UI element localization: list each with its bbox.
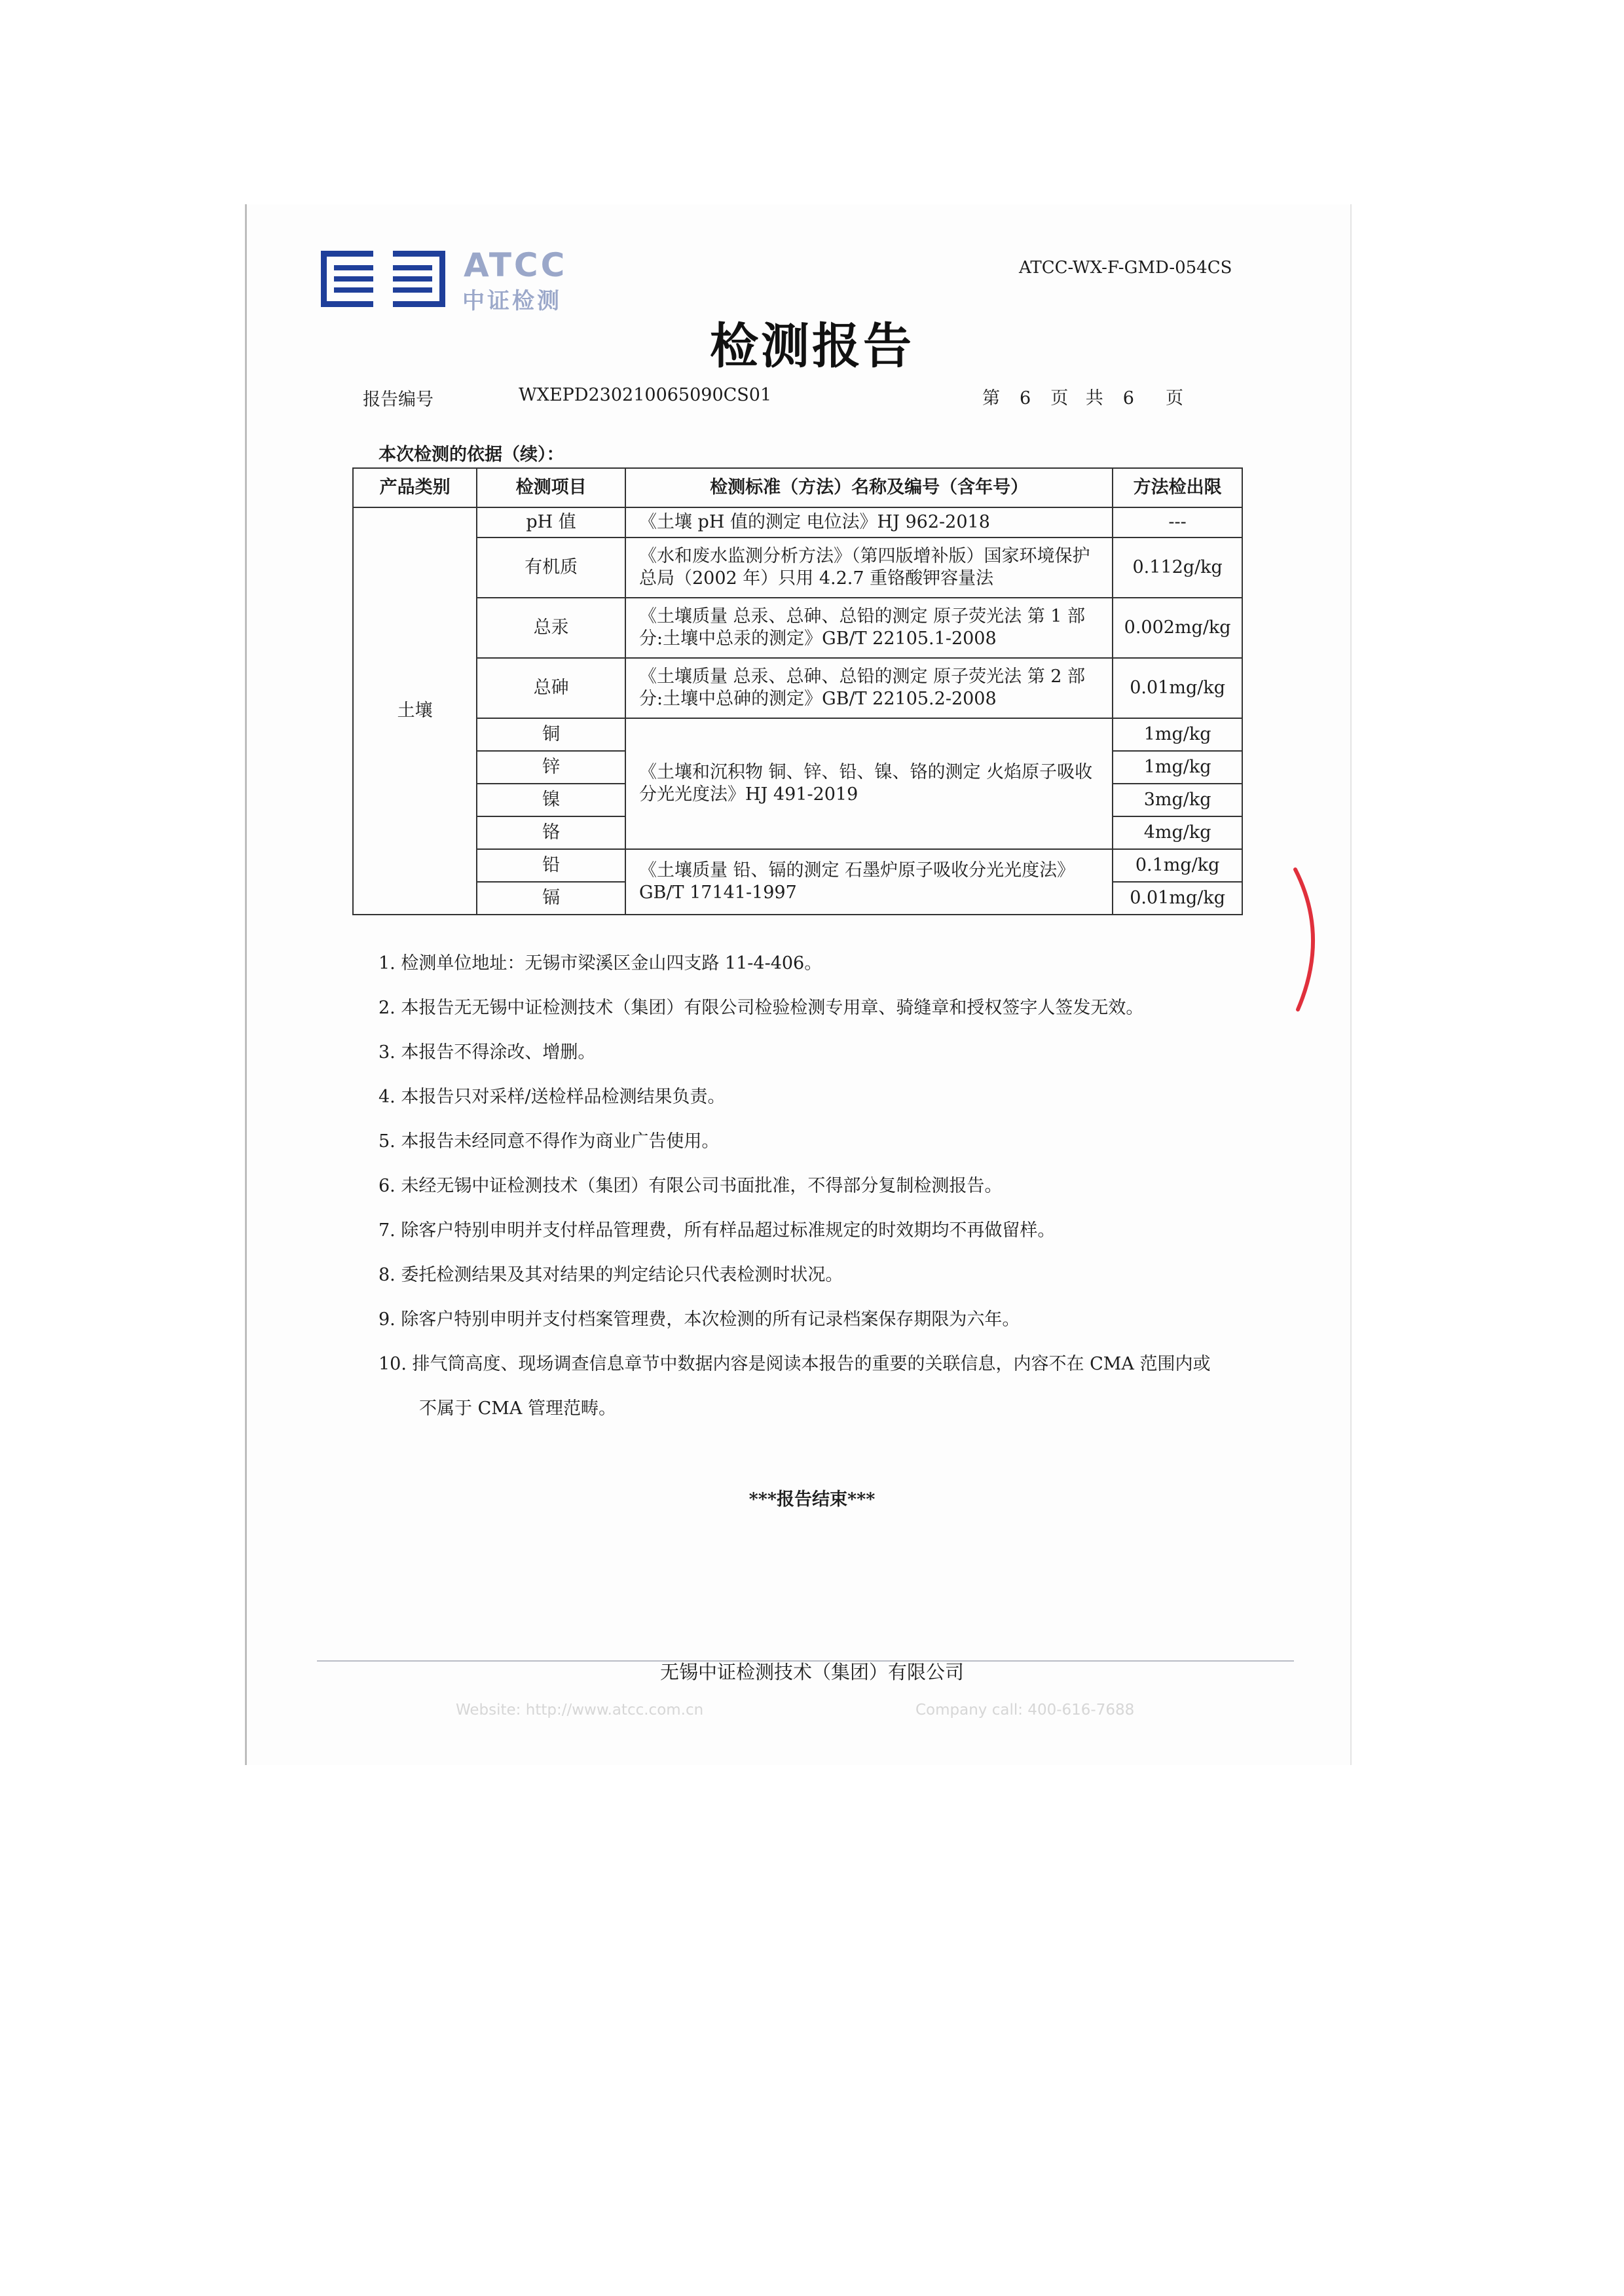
item-cell: 铜	[477, 718, 625, 751]
note-item: 1. 检测单位地址：无锡市梁溪区金山四支路 11-4-406。	[378, 953, 822, 974]
note-item: 2. 本报告无无锡中证检测技术（集团）有限公司检验检测专用章、骑缝章和授权签字人签发无效。	[378, 998, 1144, 1018]
logo-text-cn: 中证检测	[462, 288, 562, 314]
item-cell: 铬	[477, 816, 625, 849]
note-item: 9. 除客户特别申明并支付档案管理费，本次检测的所有记录档案保存期限为六年。	[378, 1309, 1020, 1330]
note-item: 10. 排气筒高度、现场调查信息章节中数据内容是阅读本报告的重要的关联信息，内容不在 CMA 范围内或	[378, 1354, 1211, 1374]
item-cell: 有机质	[477, 538, 625, 598]
product-category-cell: 土壤	[353, 507, 477, 915]
standard-cell-pb-cd: 《土壤质量 铅、镉的测定 石墨炉原子吸收分光光度法》GB/T 17141-1997	[625, 849, 1113, 915]
footer-phone: Company call: 400-616-7688	[915, 1702, 1135, 1719]
limit-cell: 0.112g/kg	[1113, 538, 1242, 598]
table-row	[353, 658, 1242, 718]
limit-cell: 0.1mg/kg	[1113, 849, 1242, 882]
page-indicator	[982, 384, 1183, 409]
item-cell: 镉	[477, 882, 625, 915]
basis-title: 本次检测的依据（续）：	[378, 445, 564, 465]
limit-cell: 0.002mg/kg	[1113, 598, 1242, 658]
limit-cell: 1mg/kg	[1113, 718, 1242, 751]
standard-cell: 《水和废水监测分析方法》（第四版增补版）国家环境保护总局（2002 年）只用 4.2.7 重铬酸钾容量法	[625, 538, 1113, 598]
note-item: 4. 本报告只对采样/送检样品检测结果负责。	[378, 1087, 726, 1107]
limit-cell: 1mg/kg	[1113, 751, 1242, 784]
scan-edge-right	[1350, 204, 1352, 1765]
footer-company: 无锡中证检测技术（集团）有限公司	[659, 1661, 964, 1683]
report-number: WXEPD230210065090CS01	[519, 385, 772, 405]
item-cell: 镍	[477, 784, 625, 816]
standard-cell-metals: 《土壤和沉积物 铜、锌、铅、镍、铬的测定 火焰原子吸收分光光度法》HJ 491-2019	[625, 718, 1113, 849]
table-row	[353, 538, 1242, 598]
limit-cell: 3mg/kg	[1113, 784, 1242, 816]
item-cell: 铅	[477, 849, 625, 882]
standard-cell: 《土壤质量 总汞、总砷、总铅的测定 原子荧光法 第 1 部分:土壤中总汞的测定》GB/T 22105.1-2008	[625, 598, 1113, 658]
header-item: 检测项目	[477, 468, 625, 507]
header-limit: 方法检出限	[1113, 468, 1242, 507]
footer-website: Website: http://www.atcc.com.cn	[456, 1702, 704, 1719]
seal-stamp-icon	[1264, 864, 1323, 1015]
table-row	[353, 507, 1242, 538]
page-mid: 页 共	[1050, 388, 1103, 409]
table-row	[353, 849, 1242, 882]
note-continuation: 不属于 CMA 管理范畴。	[419, 1398, 616, 1419]
standard-cell: 《土壤质量 总汞、总砷、总铅的测定 原子荧光法 第 2 部分:土壤中总砷的测定》GB/T 22105.2-2008	[625, 658, 1113, 718]
header-category: 产品类别	[353, 468, 477, 507]
note-item: 6. 未经无锡中证检测技术（集团）有限公司书面批准，不得部分复制检测报告。	[378, 1176, 1003, 1196]
page-prefix: 第	[982, 388, 1000, 409]
standard-cell: 《土壤 pH 值的测定 电位法》HJ 962-2018	[625, 507, 1113, 538]
report-end-mark: ***报告结束***	[748, 1489, 876, 1510]
form-code: ATCC-WX-F-GMD-054CS	[1019, 258, 1232, 278]
header-standard: 检测标准（方法）名称及编号（含年号）	[625, 468, 1113, 507]
test-basis-table	[352, 467, 1243, 915]
scan-edge-left	[245, 204, 247, 1765]
table-row	[353, 718, 1242, 751]
note-item: 5. 本报告未经同意不得作为商业广告使用。	[378, 1131, 720, 1152]
limit-cell: 0.01mg/kg	[1113, 658, 1242, 718]
page-total: 6	[1122, 388, 1134, 409]
item-cell: 锌	[477, 751, 625, 784]
item-cell: 总砷	[477, 658, 625, 718]
note-item: 8. 委托检测结果及其对结果的判定结论只代表检测时状况。	[378, 1265, 843, 1285]
limit-cell: ---	[1113, 507, 1242, 538]
item-cell: 总汞	[477, 598, 625, 658]
page-title: 检测报告	[710, 318, 914, 374]
report-number-label: 报告编号	[363, 390, 434, 410]
logo-text-en: ATCC	[464, 246, 568, 284]
note-item: 7. 除客户特别申明并支付样品管理费，所有样品超过标准规定的时效期均不再做留样。	[378, 1220, 1056, 1241]
item-cell: pH 值	[477, 507, 625, 538]
limit-cell: 4mg/kg	[1113, 816, 1242, 849]
table-header-row	[353, 468, 1242, 507]
notes-list	[378, 948, 1211, 1438]
table-row	[353, 598, 1242, 658]
note-item: 3. 本报告不得涂改、增删。	[378, 1042, 596, 1063]
page-suffix: 页	[1165, 388, 1183, 409]
limit-cell: 0.01mg/kg	[1113, 882, 1242, 915]
page-current: 6	[1020, 388, 1031, 409]
